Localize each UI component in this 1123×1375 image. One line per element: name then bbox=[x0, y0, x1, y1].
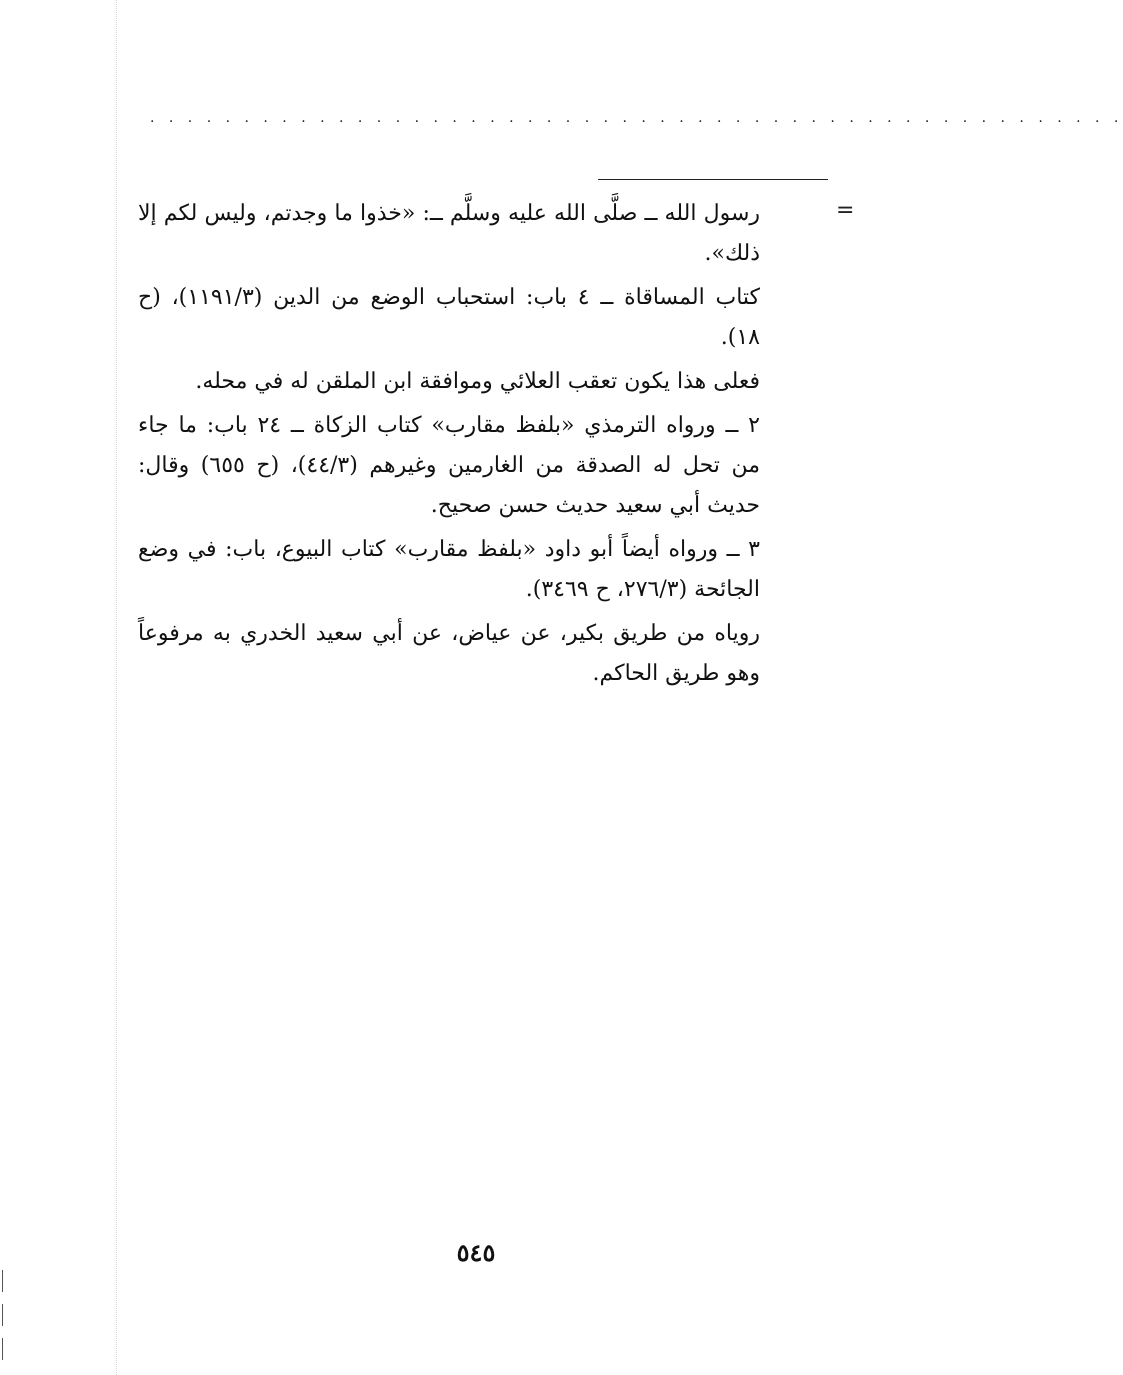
header-dotted-rule: . . . . . . . . . . . . . . . . . . . . . . . . . . . . . . . . . . . . . . . . . . . . . . . . . . . . bbox=[150, 110, 1123, 126]
continuation-mark: = bbox=[836, 198, 855, 223]
footnote-paragraph: رسول الله ــ صلَّى الله عليه وسلَّم ــ: «خذوا ما وجدتم، وليس لكم إلا ذلك». bbox=[138, 201, 760, 266]
footnote-paragraph: كتاب المساقاة ــ ٤ باب: استحباب الوضع من الدين (١١٩١/٣)، (ح ١٨). bbox=[138, 285, 761, 350]
page-number: ٥٤٥ bbox=[456, 1238, 496, 1267]
scan-edge-line bbox=[116, 0, 117, 1375]
footnotes-body bbox=[138, 194, 760, 698]
footnote-paragraph: روياه من طريق بكير، عن عياض، عن أبي سعيد الخدري به مرفوعاً وهو طريق الحاكم. bbox=[138, 621, 760, 686]
footnote-paragraph: ٣ ــ ورواه أيضاً أبو داود «بلفظ مقارب» كتاب البيوع، باب: في وضع الجائحة (٢٧٦/٣، ح ٣٤٦٩). bbox=[138, 537, 760, 602]
scan-edge-marks bbox=[2, 1270, 4, 1375]
footnote-paragraph: ٢ ــ ورواه الترمذي «بلفظ مقارب» كتاب الزكاة ــ ٢٤ باب: ما جاء من تحل له الصدقة من الغارمين وغيرهم (٤٤/٣)، (ح ٦٥٥) وقال: حديث أبي سعيد حديث حسن صحيح. bbox=[138, 413, 760, 518]
footnote-separator bbox=[598, 179, 828, 180]
footnote-paragraph: فعلى هذا يكون تعقب العلائي وموافقة ابن الملقن له في محله. bbox=[195, 369, 760, 394]
